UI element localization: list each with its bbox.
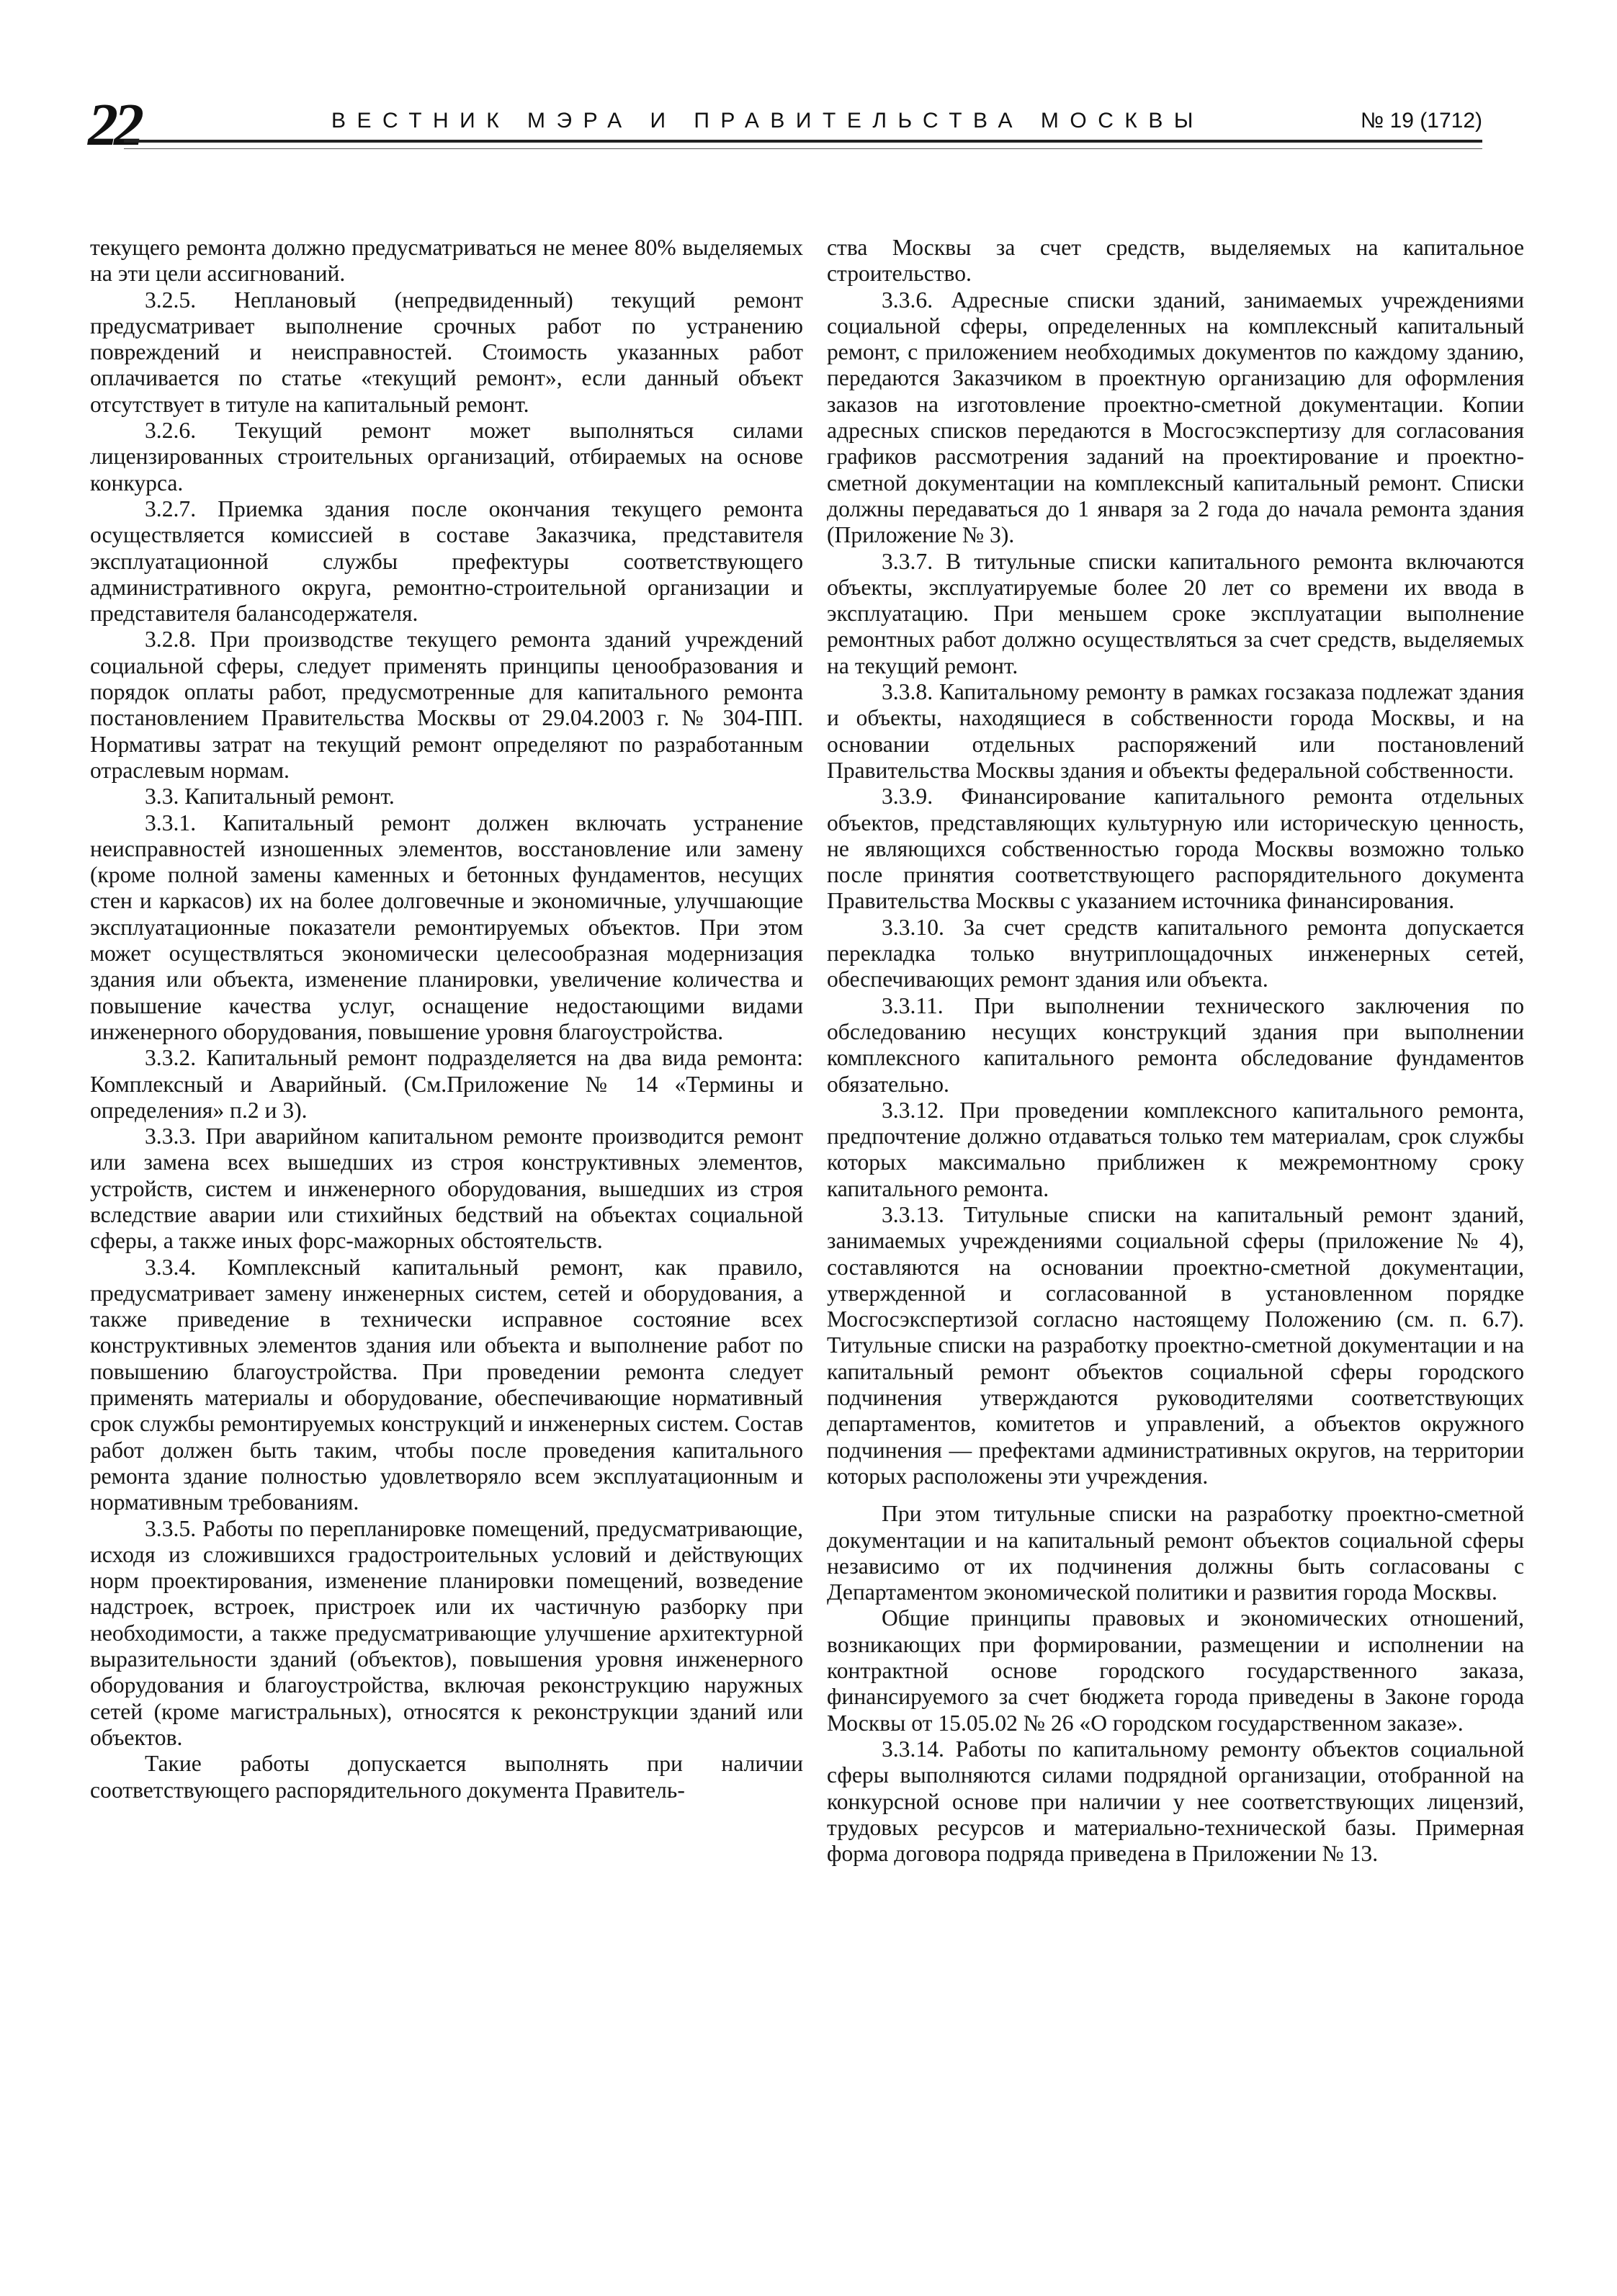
paragraph: 3.3.4. Комплексный капитальный ремонт, как правило, предусматривает замену инженерных систем, сетей и оборудования, а также приведение в технически исправное состояние всех конструктивных элементов здания или объекта и выполнение работ по повышению благоустройства. При проведении ремонта следует применять материалы и оборудование, обеспечивающие нормативный срок службы ремонтируемых конструкций и инженерных систем. Состав работ должен быть таким, чтобы после проведения капитального ремонта здание полностью удовлетворяло всем эксплуатационным и нормативным требованиям.	[90, 1254, 803, 1515]
paragraph: Такие работы допускается выполнять при наличии соответствующего распорядительного документа Правитель-	[90, 1751, 803, 1803]
paragraph: 3.2.6. Текущий ремонт может выполняться силами лицензированных строительных организаций, отбираемых на основе конкурса.	[90, 418, 803, 495]
paragraph: 3.3.14. Работы по капитальному ремонту объектов социальной сферы выполняются силами подрядной организации, отобранной на конкурсной основе при наличии у нее соответствующих лицензий, трудовых ресурсов и материально-технической базы. Примерная форма договора подряда приведена в Приложении № 13.	[827, 1736, 1524, 1867]
paragraph: текущего ремонта должно предусматриваться не менее 80% выделяемых на эти цели ассигнований.	[90, 235, 803, 287]
paragraph: 3.3.8. Капитальному ремонту в рамках госзаказа подлежат здания и объекты, находящиеся в собственности города Москвы, и на основании отдельных распоряжений или постановлений Правительства Москвы здания и объекты федеральной собственности.	[827, 679, 1524, 783]
paragraph: 3.3.12. При проведении комплексного капитального ремонта, предпочтение должно отдаваться только тем материалам, срок службы которых максимально приближен к межремонтному сроку капитального ремонта.	[827, 1097, 1524, 1201]
paragraph: 3.3.13. Титульные списки на капитальный ремонт зданий, занимаемых учреждениями социальной сферы (приложение № 4), составляются на основании проектно-сметной документации, утвержденной и согласованной в установленном порядке Мосгосэкспертизой согласно настоящему Положению (см. п. 6.7). Титульные списки на разработку проектно-сметной документации и на капитальный ремонт объектов социальной сферы городского подчинения утверждаются руководителями соответствующих департаментов, комитетов и управлений, а объектов окружного подчинения — префектами административных округов, на территории которых расположены эти учреждения.	[827, 1201, 1524, 1489]
paragraph: 3.3.10. За счет средств капитального ремонта допускается перекладка только внутриплощадочных инженерных сетей, обеспечивающих ремонт здания или объекта.	[827, 914, 1524, 992]
paragraph: 3.3.5. Работы по перепланировке помещений, предусматривающие, исходя из сложившихся градостроительных условий и действующих норм проектирования, изменение планировки помещений, возведение надстроек, встроек, пристроек или их частичную разборку при необходимости, а также предусматривающие улучшение архитектурной выразительности зданий (объектов), повышения уровня инженерного оборудования и благоустройства, включая реконструкцию наружных сетей (кроме магистральных), относятся к реконструкции зданий или объектов.	[90, 1515, 803, 1750]
page-number: 22	[88, 91, 140, 158]
paragraph: ства Москвы за счет средств, выделяемых на капитальное строительство.	[827, 235, 1524, 287]
journal-title: ВЕСТНИК МЭРА И ПРАВИТЕЛЬСТВА МОСКВЫ	[331, 109, 1204, 133]
paragraph: 3.3.2. Капитальный ремонт подразделяется на два вида ремонта: Комплексный и Аварийный. (См.Приложение № 14 «Термины и определения» п.2 и 3).	[90, 1045, 803, 1123]
paragraph: 3.3.9. Финансирование капитального ремонта отдельных объектов, представляющих культурную или историческую ценность, не являющихся собственностью города Москвы возможно только после принятия соответствующего распорядительного документа Правительства Москвы с указанием источника финансирования.	[827, 784, 1524, 914]
paragraph: 3.2.5. Неплановый (непредвиденный) текущий ремонт предусматривает выполнение срочных работ по устранению повреждений и неисправностей. Стоимость указанных работ оплачивается по статье «текущий ремонт», если данный объект отсутствует в титуле на капитальный ремонт.	[90, 287, 803, 417]
left-column	[90, 235, 803, 1803]
paragraph: 3.3.7. В титульные списки капитального ремонта включаются объекты, эксплуатируемые более 20 лет со времени их ввода в эксплуатацию. При меньшем сроке эксплуатации выполнение ремонтных работ должно осуществляться за счет средств, выделяемых на текущий ремонт.	[827, 548, 1524, 678]
right-column	[827, 235, 1524, 1867]
paragraph: 3.3.3. При аварийном капитальном ремонте производится ремонт или замена всех вышедших из строя конструктивных элементов, устройств, систем и инженерного оборудования, вышедших из строя вследствие аварии или стихийных бедствий на объектах социальной сферы, а также иных форс-мажорных обстоятельств.	[90, 1124, 803, 1254]
header-rule	[124, 140, 1482, 149]
page-header	[63, 92, 1511, 158]
paragraph: 3.2.8. При производстве текущего ремонта зданий учреждений социальной сферы, следует применять принципы ценообразования и порядок оплаты работ, предусмотренные для капитального ремонта постановлением Правительства Москвы от 29.04.2003 г. № 304-ПП. Нормативы затрат на текущий ремонт определяют по разработанным отраслевым нормам.	[90, 627, 803, 783]
paragraph: Общие принципы правовых и экономических отношений, возникающих при формировании, размещении и исполнении на контрактной основе городского государственного заказа, финансируемого за счет бюджета города приведены в Законе города Москвы от 15.05.02 № 26 «О городском государственном заказе».	[827, 1605, 1524, 1736]
paragraph: 3.3.6. Адресные списки зданий, занимаемых учреждениями социальной сферы, определенных на комплексный капитальный ремонт, с приложением необходимых документов по каждому зданию, передаются Заказчиком в проектную организацию для оформления заказов на изготовление проектно-сметной документации. Копии адресных списков передаются в Мосгосэкспертизу для согласования графиков рассмотрения заданий на проектирование и проектно-сметной документации на комплексный капитальный ремонт. Списки должны передаваться до 1 января за 2 года до начала ремонта здания (Приложение № 3).	[827, 287, 1524, 548]
paragraph: 3.3.11. При выполнении технического заключения по обследованию несущих конструкций здания при выполнении комплексного капитального ремонта обследование фундаментов обязательно.	[827, 992, 1524, 1097]
paragraph: 3.3.1. Капитальный ремонт должен включать устранение неисправностей изношенных элементов, восстановление или замену (кроме полной замены каменных и бетонных фундаментов, несущих стен и каркасов) их на более долговечные и экономичные, улучшающие эксплуатационные показатели ремонтируемых объектов. При этом может осуществляться экономически целесообразная модернизация здания или объекта, изменение планировки, увеличение количества и повышение качества услуг, оснащение недостающими видами инженерного оборудования, повышение уровня благоустройства.	[90, 810, 803, 1044]
issue-number: № 19 (1712)	[1361, 109, 1482, 133]
section-heading: 3.3. Капитальный ремонт.	[145, 784, 395, 810]
paragraph: При этом титульные списки на разработку проектно-сметной документации и на капитальный ремонт объектов социальной сферы независимо от их подчинения должны быть согласованы с Департаментом экономической политики и развития города Москвы.	[827, 1501, 1524, 1605]
paragraph: 3.2.7. Приемка здания после окончания текущего ремонта осуществляется комиссией в составе Заказчика, представителя эксплуатационной службы префектуры соответствующего административного округа, ремонтно-строительной организации и представителя балансодержателя.	[90, 495, 803, 627]
